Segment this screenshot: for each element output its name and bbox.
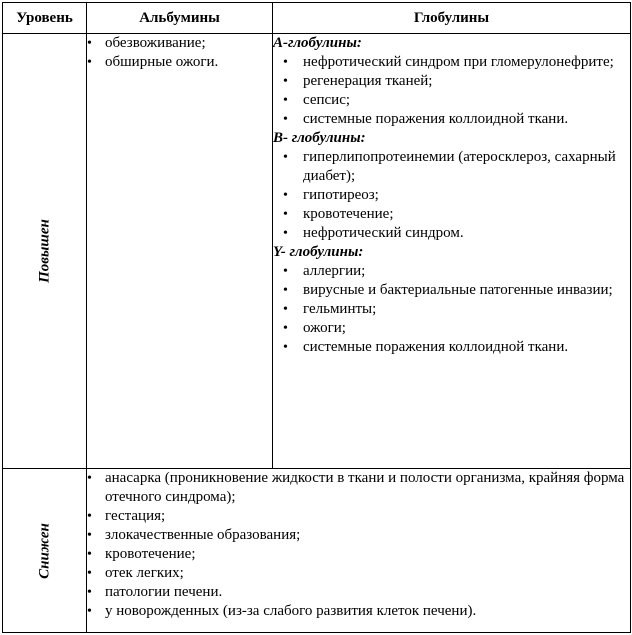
bullet-icon: •	[283, 188, 288, 203]
list-item	[283, 319, 630, 338]
item-text: аллергии;	[303, 263, 366, 279]
item-text: обезвоживание;	[105, 35, 206, 51]
globulin-subheading-a: А-глобулины:	[273, 35, 362, 51]
list-item	[283, 186, 630, 205]
list-item	[283, 72, 630, 91]
albumin-list	[87, 34, 272, 72]
list-item	[283, 110, 630, 129]
item-text: системные поражения коллоидной ткани.	[303, 339, 569, 355]
list-item	[283, 148, 630, 186]
item-text: у новорожденных (из-за слабого развития клеток печени).	[105, 603, 477, 619]
list-item	[87, 564, 630, 583]
list-item	[87, 545, 630, 564]
bullet-icon: •	[283, 74, 288, 89]
bullet-icon: •	[87, 55, 92, 70]
list-item	[283, 262, 630, 281]
bullet-icon: •	[283, 226, 288, 241]
globulin-subheading-y: Y- глобулины:	[273, 244, 364, 260]
list-item	[283, 91, 630, 110]
item-text: патологии печени.	[105, 584, 223, 600]
bullet-icon: •	[87, 566, 92, 581]
results-table	[2, 2, 631, 633]
level-cell-raised	[3, 34, 87, 469]
header-globulin: Глобулины	[273, 3, 631, 34]
level-label-lowered: Снижен	[36, 522, 52, 579]
bullet-icon: •	[87, 36, 92, 51]
bullet-icon: •	[283, 340, 288, 355]
item-text: нефротический синдром при гломерулонефрите;	[303, 54, 614, 70]
list-item	[87, 507, 630, 526]
item-text: регенерация тканей;	[303, 73, 433, 89]
bullet-icon: •	[87, 509, 92, 524]
item-text: обширные ожоги.	[105, 54, 219, 70]
lowered-list	[87, 469, 630, 621]
list-item	[283, 281, 630, 300]
level-cell-lowered	[3, 469, 87, 633]
list-item	[87, 34, 272, 53]
header-level: Уровень	[3, 3, 87, 34]
item-text: гельминты;	[303, 301, 377, 317]
globulin-cell-raised	[273, 34, 631, 469]
item-text: отек легких;	[105, 565, 184, 581]
list-item	[283, 338, 630, 357]
list-item	[87, 53, 272, 72]
bullet-icon: •	[283, 112, 288, 127]
globulin-list-b	[273, 148, 630, 243]
level-label-raised: Повышен	[36, 219, 52, 283]
item-text: ожоги;	[303, 320, 346, 336]
bullet-icon: •	[283, 321, 288, 336]
list-item	[87, 526, 630, 545]
list-item	[283, 224, 630, 243]
bullet-icon: •	[87, 528, 92, 543]
item-text: вирусные и бактериальные патогенные инвазии;	[303, 282, 613, 298]
bullet-icon: •	[87, 585, 92, 600]
item-text: нефротический синдром.	[303, 225, 464, 241]
header-row	[3, 3, 631, 34]
globulin-subheading-b: В- глобулины:	[273, 130, 366, 146]
bullet-icon: •	[283, 55, 288, 70]
list-item	[283, 205, 630, 224]
item-text: злокачественные образования;	[105, 527, 301, 543]
bullet-icon: •	[283, 283, 288, 298]
list-item	[87, 583, 630, 602]
row-lowered	[3, 469, 631, 633]
bullet-icon: •	[283, 302, 288, 317]
item-text: кровотечение;	[105, 546, 196, 562]
globulin-list-y	[273, 262, 630, 357]
row-raised	[3, 34, 631, 469]
list-item	[283, 53, 630, 72]
lowered-cell	[87, 469, 631, 633]
albumin-cell-raised	[87, 34, 273, 469]
bullet-icon: •	[283, 264, 288, 279]
item-text: кровотечение;	[303, 206, 394, 222]
header-albumin: Альбумины	[87, 3, 273, 34]
item-text: анасарка (проникновение жидкости в ткани и полости организма, крайняя форма отечного синдрома);	[105, 470, 625, 505]
item-text: сепсис;	[303, 92, 351, 108]
bullet-icon: •	[283, 207, 288, 222]
list-item	[87, 469, 630, 507]
bullet-icon: •	[87, 547, 92, 562]
bullet-icon: •	[87, 471, 92, 486]
list-item	[87, 602, 630, 621]
list-item	[283, 300, 630, 319]
bullet-icon: •	[283, 93, 288, 108]
item-text: гипотиреоз;	[303, 187, 379, 203]
globulin-list-a	[273, 53, 630, 129]
item-text: гиперлипопротеинемии (атеросклероз, сахарный диабет);	[303, 149, 616, 184]
item-text: системные поражения коллоидной ткани.	[303, 111, 569, 127]
bullet-icon: •	[87, 604, 92, 619]
item-text: гестация;	[105, 508, 166, 524]
bullet-icon: •	[283, 150, 288, 165]
